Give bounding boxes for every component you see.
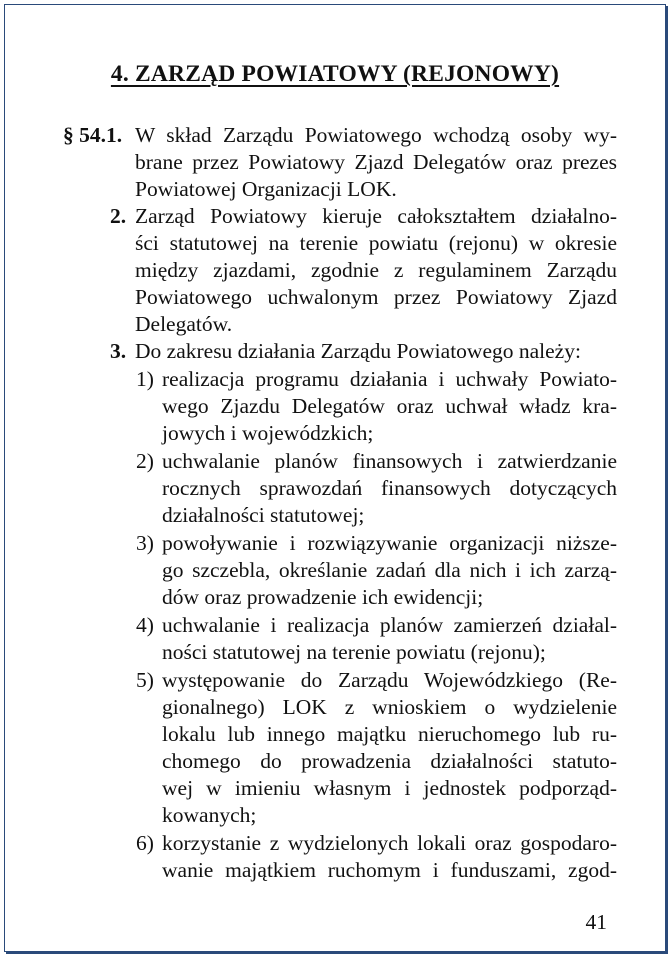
chapter-heading: 4. ZARZĄD POWIATOWY (REJONOWY) (110, 61, 560, 87)
item-line: ności statutowej na terenie powiatu (rejonu); (162, 640, 546, 664)
section-line: Powiatowej Organizacji LOK. (135, 177, 397, 201)
item-number: 3) (136, 531, 154, 555)
point-line: Zarząd Powiatowy kieruje całokształtem działalno- (135, 204, 617, 228)
item-number: 1) (136, 367, 154, 391)
section-number: § 54.1. (63, 123, 123, 147)
item-line: kowanych; (162, 803, 257, 827)
item-number: 2) (136, 449, 154, 473)
item-line: go szczebla, określanie zadań dla nich i ich zarzą- (162, 558, 617, 582)
document-page (4, 4, 666, 952)
item-line: gionalnego) LOK z wnioskiem o wydzielenie (162, 695, 617, 719)
page-number: 41 (585, 910, 607, 934)
item-line: wanie majątkiem ruchomym i funduszami, zgod- (162, 858, 617, 882)
item-line: wego Zjazdu Delegatów oraz uchwał władz kra- (162, 394, 617, 418)
item-line: dów oraz prowadzenie ich ewidencji; (162, 585, 484, 609)
item-number: 4) (136, 613, 154, 637)
item-line: lokalu lub innego majątku nieruchomego lub ru- (162, 722, 617, 746)
point-line: Do zakresu działania Zarządu Powiatowego należy: (135, 339, 581, 363)
item-line: uchwalanie i realizacja planów zamierzeń działal- (162, 613, 617, 637)
section-line: brane przez Powiatowy Zjazd Delegatów oraz prezes (135, 150, 617, 174)
item-line: jowych i wojewódzkich; (162, 421, 374, 445)
item-line: działalności statutowej; (162, 503, 365, 527)
item-number: 6) (136, 831, 154, 855)
item-line: uchwalanie planów finansowych i zatwierdzanie (162, 449, 617, 473)
item-line: powoływanie i rozwiązywanie organizacji niższe- (162, 531, 617, 555)
item-line: występowanie do Zarządu Wojewódzkiego (Re- (162, 668, 617, 692)
point-number: 2. (110, 204, 127, 228)
point-line: między zjazdami, zgodnie z regulaminem Zarządu (135, 258, 617, 282)
item-line: wej w imieniu własnym i jednostek podporząd- (162, 776, 617, 800)
point-line: Powiatowego uchwalonym przez Powiatowy Zjazd (135, 285, 617, 309)
item-line: rocznych sprawozdań finansowych dotyczących (162, 476, 617, 500)
item-line: chomego do prowadzenia działalności statuto- (162, 749, 617, 773)
point-number: 3. (110, 339, 127, 363)
point-line: ści statutowej na terenie powiatu (rejonu) w okresie (135, 231, 617, 255)
item-line: realizacja programu działania i uchwały Powiato- (162, 367, 617, 391)
item-number: 5) (136, 668, 154, 692)
item-line: korzystanie z wydzielonych lokali oraz gospodaro- (162, 831, 617, 855)
point-line: Delegatów. (135, 312, 233, 336)
section-line: W skład Zarządu Powiatowego wchodzą osoby wy- (135, 123, 617, 147)
